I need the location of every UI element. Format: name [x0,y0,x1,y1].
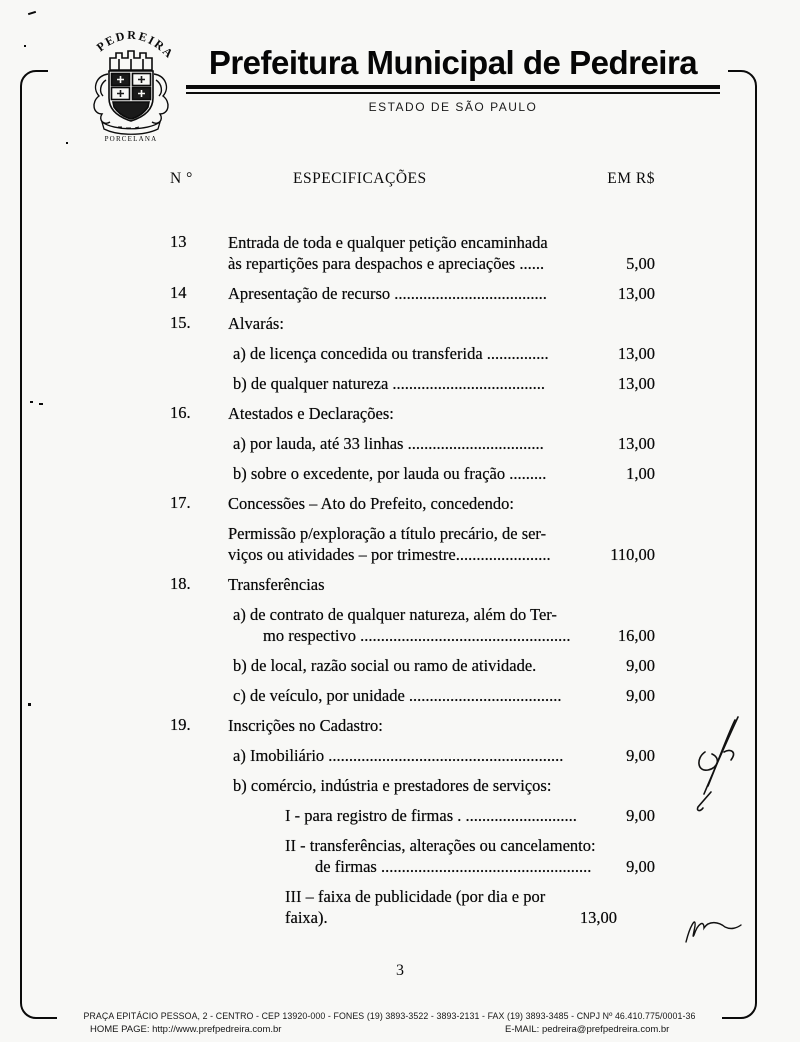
row-value: 13,00 [617,344,655,363]
svg-text:PEDREIRA [94,28,176,62]
footer-links [0,1024,800,1040]
scan-noise [28,703,31,706]
row-text: viços ou atividades – por trimestre....................... [228,545,551,564]
row-number: 19. [170,715,191,734]
row-text: b) de local, razão social ou ramo de atividade. [233,656,537,675]
table-row [170,835,655,877]
table-column-headers [170,170,655,188]
row-value: 9,00 [626,746,655,765]
column-header-specifications: ESPECIFICAÇÕES [293,170,427,187]
row-value: 13,00 [617,434,655,453]
row-text: II - transferências, alterações ou cancelamento: [285,836,596,855]
page-title: Prefeitura Municipal de Pedreira [208,44,698,81]
row-number: 17. [170,493,191,512]
table-row [170,715,655,736]
row-value: 9,00 [626,656,655,675]
row-text: Entrada de toda e qualquer petição encaminhada [228,233,548,252]
coat-of-arms-icon [86,22,176,142]
table-row [170,283,655,304]
row-text: às repartições para despachos e apreciações ...... [228,254,545,273]
row-text: b) comércio, indústria e prestadores de serviços: [233,776,552,795]
coat-of-arms [86,22,176,142]
row-value: 13,00 [617,374,655,393]
row-value: 9,00 [626,857,655,876]
row-text: Permissão p/exploração a título precário, de ser- [228,524,547,543]
table-row [170,523,655,565]
row-value: 1,00 [626,464,655,483]
row-value: 13,00 [617,284,655,303]
row-value: 5,00 [626,254,655,273]
table-row [170,433,655,454]
row-text: a) por lauda, até 33 linhas ................................. [233,434,544,453]
table-row [170,493,655,514]
row-text: b) sobre o excedente, por lauda ou fração ......... [233,464,547,483]
crest-bottom-text: PORCELANA [104,135,158,142]
table-row [170,775,655,796]
table-row [170,574,655,595]
table-row [170,232,655,274]
scan-noise [24,45,26,47]
scan-noise [28,11,36,15]
scan-noise [66,142,68,144]
column-header-number: N ° [170,170,193,187]
scan-noise [39,403,43,405]
handwritten-signature [681,912,743,946]
row-text: mo respectivo ................................................... [263,626,571,645]
row-value: 9,00 [626,806,655,825]
handwritten-initials [691,714,743,816]
crest-top-text: PEDREIRA [93,27,176,62]
footer-address: PRAÇA EPITÁCIO PESSOA, 2 - CENTRO - CEP 13920-000 - FONES (19) 3893-3522 - 3893-2131 - FAX (19) 3893-3485 - CNPJ Nº 46.410.775/0001-36 [57,1008,722,1024]
table-row [170,373,655,394]
row-text: a) de licença concedida ou transferida ............... [233,344,549,363]
letterhead [186,44,720,116]
page-number: 3 [396,962,404,979]
row-value: 13,00 [579,908,617,927]
table-row [170,403,655,424]
row-text: III – faixa de publicidade (por dia e por faixa). [285,887,546,927]
table-row [170,463,655,484]
row-number: 16. [170,403,191,422]
title-underline-thick [186,85,720,89]
table-row [170,805,655,826]
table-row [170,343,655,364]
title-underline-thin [186,92,720,94]
row-number: 13 [170,232,187,251]
scan-noise [30,401,33,403]
row-text: de firmas ................................................... [315,857,592,876]
row-number: 18. [170,574,191,593]
row-text: I - para registro de firmas . ........................... [285,806,577,825]
fee-table [170,232,655,937]
table-row [170,604,655,646]
row-text: Transferências [228,575,325,594]
row-text: b) de qualquer natureza ..................................... [233,374,546,393]
table-row [170,313,655,334]
table-row [170,655,655,676]
table-row [170,685,655,706]
row-text: Apresentação de recurso ..................................... [228,284,547,303]
state-subtitle: ESTADO DE SÃO PAULO [368,100,538,114]
row-text: a) de contrato de qualquer natureza, além do Ter- [233,605,557,624]
row-number: 14 [170,283,187,302]
row-value: 16,00 [617,626,655,645]
row-text: a) Imobiliário ......................................................... [233,746,564,765]
row-value: 110,00 [610,545,655,564]
row-text: Atestados e Declarações: [228,404,394,423]
row-text: Alvarás: [228,314,284,333]
footer-email: E-MAIL: pedreira@prefpedreira.com.br [505,1024,670,1035]
column-header-value: EM R$ [607,170,655,187]
row-value: 9,00 [626,686,655,705]
row-text: Concessões – Ato do Prefeito, concedendo: [228,494,514,513]
row-text: Inscrições no Cadastro: [228,716,383,735]
row-number: 15. [170,313,191,332]
table-row [170,886,655,928]
row-text: c) de veículo, por unidade ..................................... [233,686,562,705]
footer-homepage: HOME PAGE: http://www.prefpedreira.com.br [90,1024,282,1035]
table-row [170,745,655,766]
